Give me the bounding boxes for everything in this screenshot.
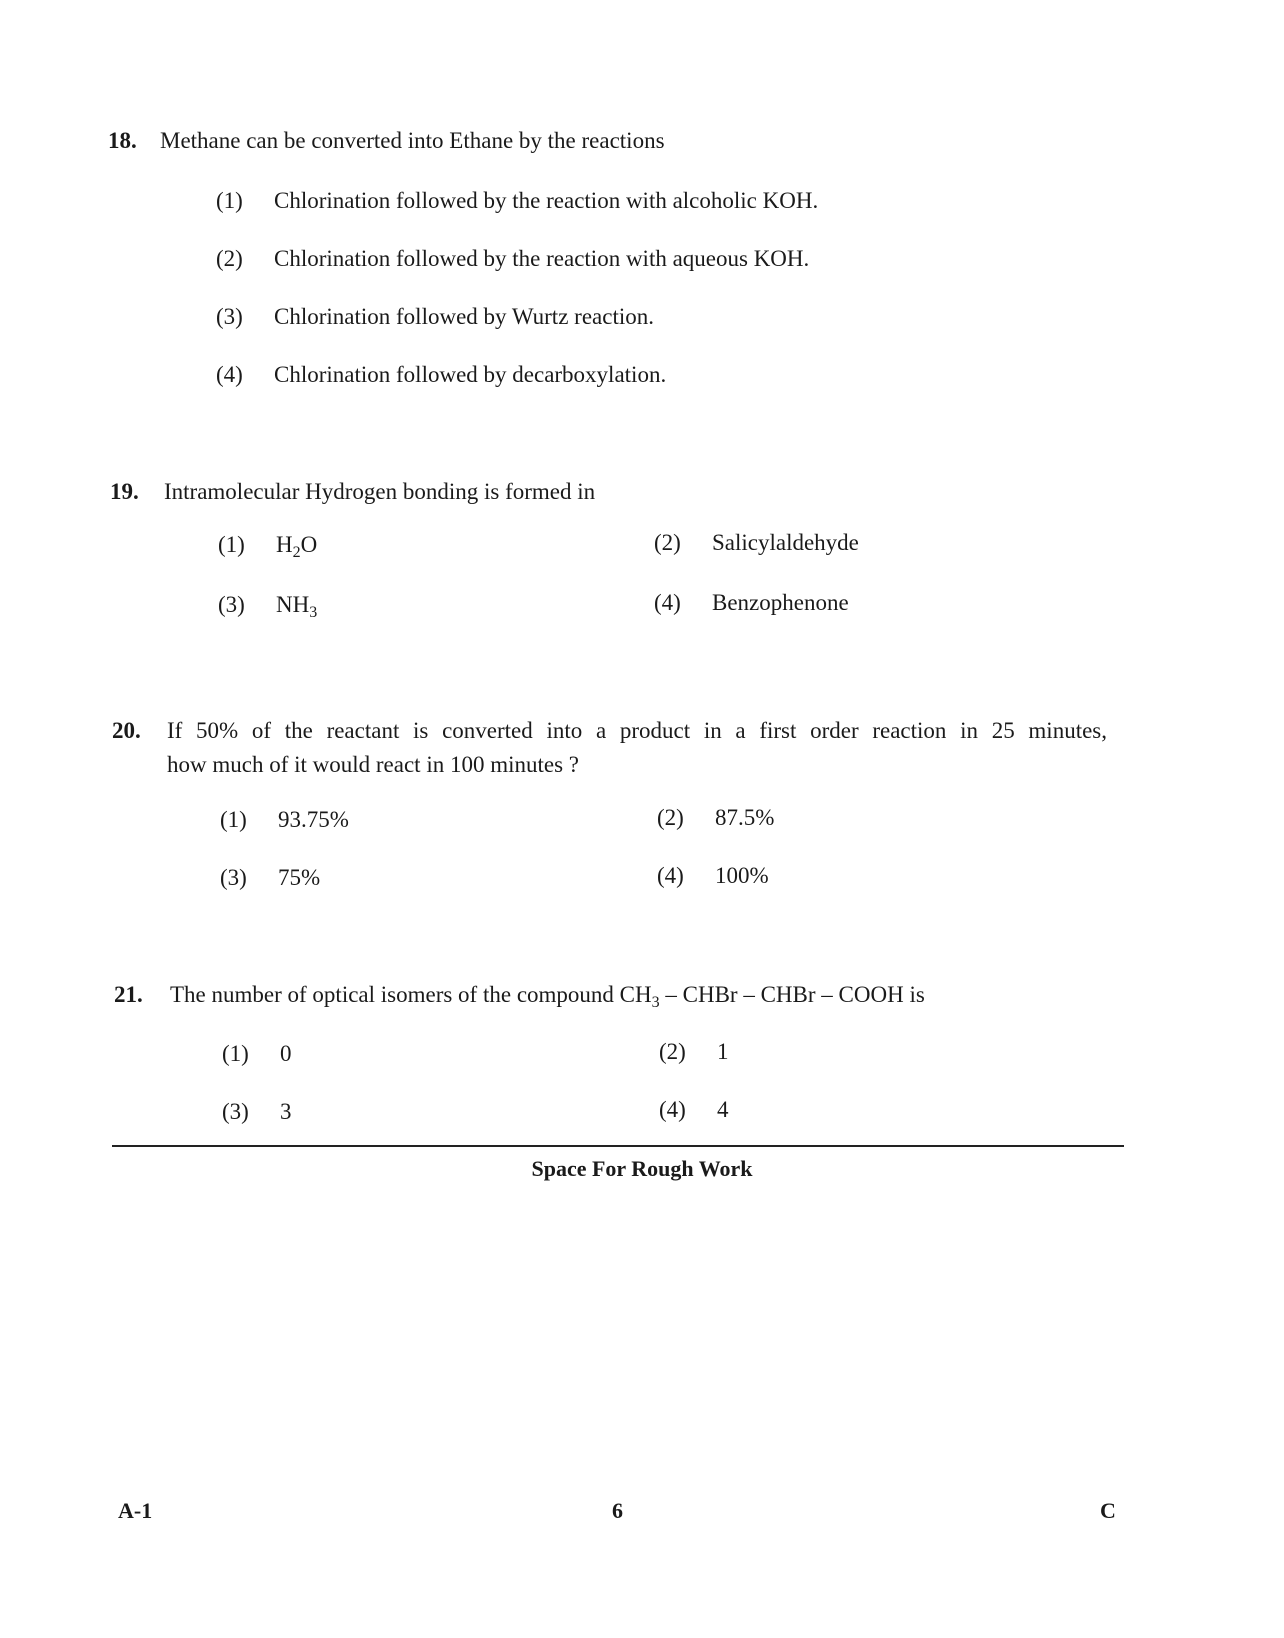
option-text: 100% [715, 863, 769, 888]
option-4[interactable] [659, 1097, 729, 1123]
footer-series: C [1100, 1498, 1116, 1523]
option-1[interactable] [220, 807, 349, 833]
question-text-line-1: If 50% of the reactant is converted into a product in a first order reaction in 25 minutes, [167, 718, 1107, 743]
option-number: (1) [216, 188, 243, 213]
option-2[interactable] [657, 805, 774, 831]
option-2[interactable] [654, 530, 859, 556]
option-number: (4) [654, 590, 681, 615]
option-number: (2) [216, 246, 243, 271]
option-4[interactable] [216, 362, 666, 388]
option-number: (3) [220, 865, 247, 890]
option-text: 3 [280, 1099, 292, 1124]
question-number: 18. [108, 128, 137, 153]
option-text: 0 [280, 1041, 292, 1066]
option-3[interactable] [218, 592, 318, 621]
option-number: (3) [222, 1099, 249, 1124]
option-text: Salicylaldehyde [712, 530, 859, 555]
option-2[interactable] [659, 1039, 729, 1065]
question-number: 21. [114, 982, 143, 1007]
option-3[interactable] [216, 304, 654, 330]
option-text: 1 [717, 1039, 729, 1064]
option-1[interactable] [222, 1041, 292, 1067]
question-text: Methane can be converted into Ethane by the reactions [160, 128, 665, 153]
divider-line [112, 1145, 1124, 1147]
option-text: 93.75% [278, 807, 349, 832]
option-number: (1) [222, 1041, 249, 1066]
rough-work-heading: Space For Rough Work [531, 1156, 753, 1181]
question-text: Intramolecular Hydrogen bonding is formed in [164, 479, 596, 504]
option-1[interactable] [218, 532, 318, 561]
option-text: 87.5% [715, 805, 775, 830]
option-text: $H_2O$ [276, 532, 318, 561]
page-number: 6 [612, 1498, 623, 1523]
option-number: (1) [218, 532, 245, 557]
option-number: (3) [218, 592, 245, 617]
option-text: Chlorination followed by decarboxylation. [274, 362, 667, 387]
option-text: $NH_3$ [276, 592, 318, 621]
option-text: Chlorination followed by the reaction with aqueous KOH. [274, 246, 810, 271]
option-number: (1) [220, 807, 247, 832]
question-text-line-2: how much of it would react in 100 minutes ? [167, 752, 580, 777]
option-4[interactable] [654, 590, 849, 616]
option-text: Benzophenone [712, 590, 849, 615]
option-text: 4 [717, 1097, 729, 1122]
option-number: (3) [216, 304, 243, 329]
option-3[interactable] [220, 865, 320, 891]
question-number: 20. [112, 718, 141, 743]
option-number: (4) [657, 863, 684, 888]
question-text: The number of optical isomers of the compound $CH_3$ – CHBr – CHBr – COOH is [170, 982, 925, 1011]
option-number: (4) [659, 1097, 686, 1122]
option-2[interactable] [216, 246, 809, 272]
footer-code: A-1 [118, 1498, 153, 1523]
option-text: Chlorination followed by the reaction with alcoholic KOH. [274, 188, 819, 213]
option-4[interactable] [657, 863, 769, 889]
option-1[interactable] [216, 188, 818, 214]
option-number: (4) [216, 362, 243, 387]
question-number: 19. [110, 479, 139, 504]
option-number: (2) [657, 805, 684, 830]
option-3[interactable] [222, 1099, 292, 1125]
option-text: 75% [278, 865, 321, 890]
option-number: (2) [659, 1039, 686, 1064]
option-number: (2) [654, 530, 681, 555]
option-text: Chlorination followed by Wurtz reaction. [274, 304, 654, 329]
